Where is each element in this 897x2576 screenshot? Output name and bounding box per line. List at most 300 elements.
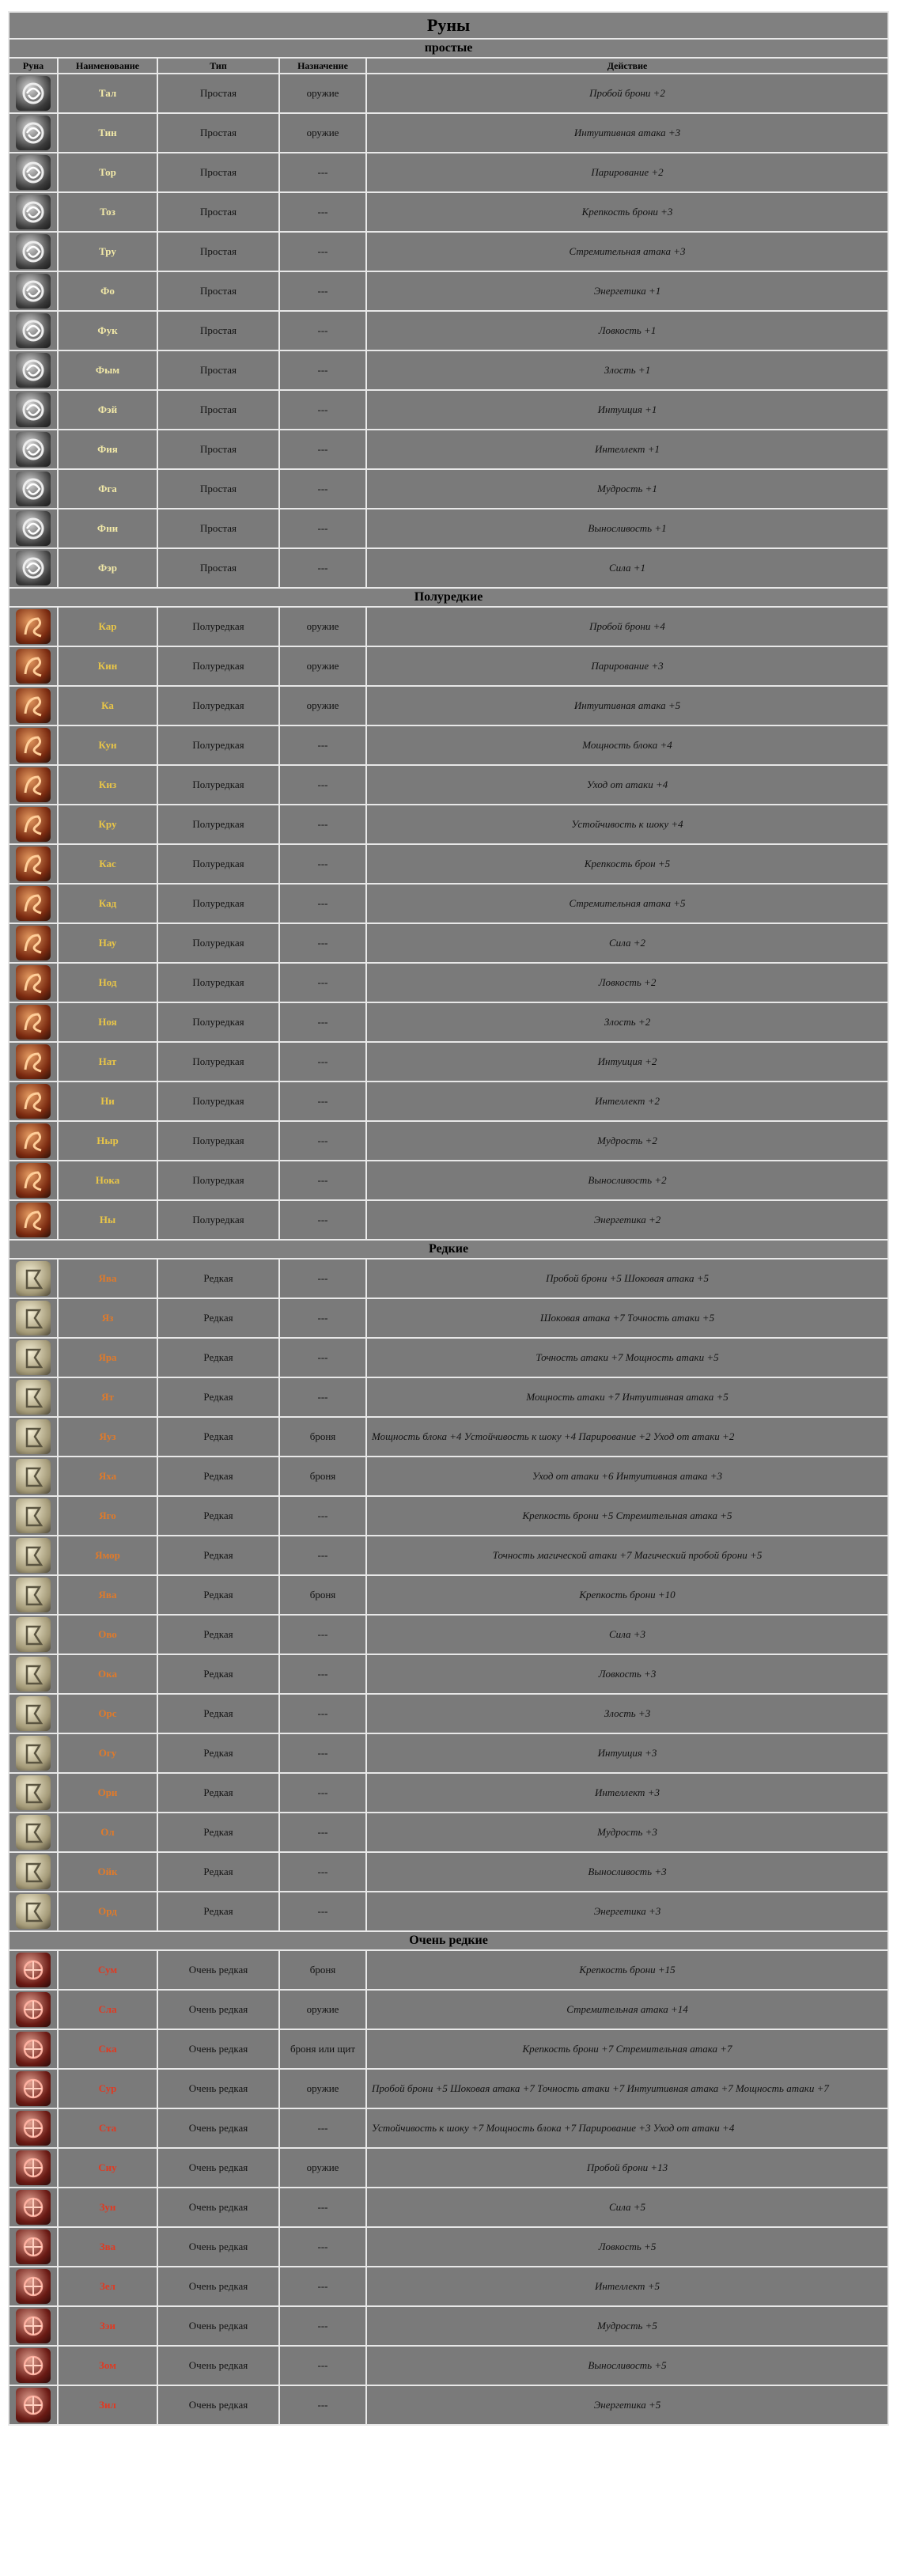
rune-purpose: --- xyxy=(279,2108,366,2148)
rune-cell xyxy=(9,74,58,113)
table-row xyxy=(9,113,888,153)
rune-icon xyxy=(16,1775,51,1810)
rune-cell xyxy=(9,1536,58,1575)
rune-icon xyxy=(16,1123,51,1158)
rune-type: Редкая xyxy=(157,1575,279,1615)
rune-cell xyxy=(9,2148,58,2188)
rune-type: Редкая xyxy=(157,1259,279,1298)
rune-purpose: --- xyxy=(279,2385,366,2425)
rune-cell xyxy=(9,1654,58,1694)
rune-icon xyxy=(16,2032,51,2066)
rune-purpose: оружие xyxy=(279,686,366,725)
rune-purpose: --- xyxy=(279,430,366,469)
rune-type: Редкая xyxy=(157,1536,279,1575)
rune-type: Очень редкая xyxy=(157,2148,279,2188)
rune-name: Сиу xyxy=(58,2148,157,2188)
table-row xyxy=(9,2108,888,2148)
table-row xyxy=(9,963,888,1002)
rune-purpose: --- xyxy=(279,2188,366,2227)
column-header-effect: Действие xyxy=(366,58,888,74)
rune-name: Ны xyxy=(58,1200,157,1240)
rune-cell xyxy=(9,2306,58,2346)
rune-purpose: --- xyxy=(279,2227,366,2267)
rune-purpose: --- xyxy=(279,232,366,271)
rune-name: Зом xyxy=(58,2346,157,2385)
table-row xyxy=(9,1892,888,1931)
rune-purpose: --- xyxy=(279,548,366,588)
rune-effect: Пробой брони +4 xyxy=(366,607,888,646)
rune-type: Полуредкая xyxy=(157,1002,279,1042)
rune-icon xyxy=(16,1084,51,1119)
rune-name: Яго xyxy=(58,1496,157,1536)
rune-name: Ямор xyxy=(58,1536,157,1575)
rune-name: Фэй xyxy=(58,390,157,430)
rune-effect: Сила +5 xyxy=(366,2188,888,2227)
rune-name: Яра xyxy=(58,1338,157,1377)
column-header-purpose: Назначение xyxy=(279,58,366,74)
section-title: Очень редкие xyxy=(9,1931,888,1950)
rune-purpose: --- xyxy=(279,1042,366,1082)
rune-purpose: --- xyxy=(279,884,366,923)
rune-type: Очень редкая xyxy=(157,2029,279,2069)
rune-icon xyxy=(16,965,51,1000)
table-row xyxy=(9,1733,888,1773)
rune-purpose: --- xyxy=(279,1338,366,1377)
table-row xyxy=(9,548,888,588)
rune-type: Очень редкая xyxy=(157,2306,279,2346)
rune-cell xyxy=(9,607,58,646)
rune-effect: Пробой брони +5 Шоковая атака +7 Точность атаки +7 Интуитивная атака +7 Мощность атаки +7 xyxy=(366,2069,888,2108)
table-row xyxy=(9,2029,888,2069)
rune-effect: Крепкость брони +3 xyxy=(366,192,888,232)
rune-cell xyxy=(9,805,58,844)
rune-cell xyxy=(9,1042,58,1082)
rune-type: Простая xyxy=(157,271,279,311)
rune-type: Очень редкая xyxy=(157,2385,279,2425)
section-row xyxy=(9,39,888,58)
rune-effect: Стремительная атака +14 xyxy=(366,1990,888,2029)
rune-name: Ока xyxy=(58,1654,157,1694)
rune-purpose: --- xyxy=(279,311,366,350)
rune-purpose: оружие xyxy=(279,113,366,153)
rune-cell xyxy=(9,113,58,153)
rune-icon xyxy=(16,609,51,644)
rune-effect: Мудрость +2 xyxy=(366,1121,888,1161)
rune-icon xyxy=(16,2190,51,2225)
header-row xyxy=(9,58,888,74)
rune-cell xyxy=(9,2069,58,2108)
rune-icon xyxy=(16,649,51,684)
rune-effect: Сила +2 xyxy=(366,923,888,963)
rune-icon xyxy=(16,1696,51,1731)
rune-purpose: оружие xyxy=(279,2148,366,2188)
table-row xyxy=(9,311,888,350)
rune-icon xyxy=(16,688,51,723)
rune-icon xyxy=(16,1044,51,1079)
table-row xyxy=(9,1773,888,1813)
rune-icon xyxy=(16,1538,51,1573)
rune-cell xyxy=(9,2108,58,2148)
table-row xyxy=(9,1852,888,1892)
rune-icon xyxy=(16,2269,51,2304)
rune-name: Тор xyxy=(58,153,157,192)
rune-cell xyxy=(9,844,58,884)
rune-cell xyxy=(9,1496,58,1536)
table-row xyxy=(9,390,888,430)
rune-name: Тин xyxy=(58,113,157,153)
rune-name: Яуз xyxy=(58,1417,157,1457)
rune-icon xyxy=(16,1854,51,1889)
rune-type: Очень редкая xyxy=(157,2227,279,2267)
rune-icon xyxy=(16,2348,51,2383)
rune-cell xyxy=(9,1990,58,2029)
rune-icon xyxy=(16,432,51,467)
rune-purpose: --- xyxy=(279,923,366,963)
rune-type: Простая xyxy=(157,192,279,232)
rune-name: Фо xyxy=(58,271,157,311)
rune-purpose: --- xyxy=(279,271,366,311)
rune-effect: Устойчивость к шоку +4 xyxy=(366,805,888,844)
column-header-type: Тип xyxy=(157,58,279,74)
table-row xyxy=(9,153,888,192)
rune-purpose: --- xyxy=(279,765,366,805)
rune-icon xyxy=(16,728,51,763)
rune-name: Фым xyxy=(58,350,157,390)
rune-type: Полуредкая xyxy=(157,1082,279,1121)
rune-effect: Парирование +2 xyxy=(366,153,888,192)
rune-cell xyxy=(9,725,58,765)
rune-purpose: --- xyxy=(279,192,366,232)
runes-table-body xyxy=(9,12,888,2425)
rune-purpose: --- xyxy=(279,1813,366,1852)
rune-cell xyxy=(9,1773,58,1813)
rune-type: Полуредкая xyxy=(157,686,279,725)
section-title: Полуредкие xyxy=(9,588,888,607)
rune-effect: Интуиция +1 xyxy=(366,390,888,430)
rune-name: Тоз xyxy=(58,192,157,232)
rune-cell xyxy=(9,2346,58,2385)
rune-effect: Мощность блока +4 Устойчивость к шоку +4 Парирование +2 Уход от атаки +2 xyxy=(366,1417,888,1457)
table-row xyxy=(9,646,888,686)
column-header-rune: Руна xyxy=(9,58,58,74)
rune-icon xyxy=(16,1261,51,1296)
rune-purpose: --- xyxy=(279,1892,366,1931)
rune-name: Кас xyxy=(58,844,157,884)
rune-icon xyxy=(16,313,51,348)
rune-type: Редкая xyxy=(157,1654,279,1694)
rune-icon xyxy=(16,1578,51,1612)
rune-effect: Мудрость +1 xyxy=(366,469,888,509)
table-row xyxy=(9,1615,888,1654)
rune-icon xyxy=(16,926,51,960)
rune-purpose: --- xyxy=(279,1733,366,1773)
table-row xyxy=(9,350,888,390)
rune-cell xyxy=(9,390,58,430)
rune-effect: Интеллект +2 xyxy=(366,1082,888,1121)
rune-purpose: --- xyxy=(279,1161,366,1200)
rune-icon xyxy=(16,2150,51,2185)
rune-type: Редкая xyxy=(157,1298,279,1338)
table-row xyxy=(9,1298,888,1338)
table-row xyxy=(9,607,888,646)
rune-name: Сла xyxy=(58,1990,157,2029)
rune-purpose: броня xyxy=(279,1575,366,1615)
rune-type: Простая xyxy=(157,390,279,430)
rune-effect: Злость +3 xyxy=(366,1694,888,1733)
rune-name: Тал xyxy=(58,74,157,113)
rune-purpose: --- xyxy=(279,469,366,509)
rune-purpose: --- xyxy=(279,350,366,390)
rune-icon xyxy=(16,1419,51,1454)
rune-name: Сур xyxy=(58,2069,157,2108)
rune-purpose: --- xyxy=(279,509,366,548)
runes-page xyxy=(8,11,888,2426)
rune-name: Киз xyxy=(58,765,157,805)
rune-name: Ят xyxy=(58,1377,157,1417)
table-row xyxy=(9,2385,888,2425)
rune-cell xyxy=(9,1457,58,1496)
rune-purpose: оружие xyxy=(279,1990,366,2029)
rune-purpose: --- xyxy=(279,1694,366,1733)
rune-purpose: оружие xyxy=(279,2069,366,2108)
rune-cell xyxy=(9,430,58,469)
rune-type: Простая xyxy=(157,74,279,113)
rune-name: Нау xyxy=(58,923,157,963)
rune-type: Простая xyxy=(157,548,279,588)
rune-name: Ныр xyxy=(58,1121,157,1161)
rune-effect: Шоковая атака +7 Точность атаки +5 xyxy=(366,1298,888,1338)
rune-type: Простая xyxy=(157,430,279,469)
rune-cell xyxy=(9,1950,58,1990)
rune-type: Полуредкая xyxy=(157,1200,279,1240)
table-row xyxy=(9,725,888,765)
rune-name: Фия xyxy=(58,430,157,469)
rune-purpose: броня xyxy=(279,1417,366,1457)
rune-cell xyxy=(9,350,58,390)
rune-purpose: --- xyxy=(279,390,366,430)
rune-icon xyxy=(16,1953,51,1987)
rune-effect: Стремительная атака +5 xyxy=(366,884,888,923)
rune-type: Редкая xyxy=(157,1496,279,1536)
table-row xyxy=(9,884,888,923)
rune-cell xyxy=(9,765,58,805)
rune-effect: Сила +1 xyxy=(366,548,888,588)
rune-effect: Злость +1 xyxy=(366,350,888,390)
table-row xyxy=(9,1161,888,1200)
rune-type: Редкая xyxy=(157,1892,279,1931)
rune-type: Редкая xyxy=(157,1852,279,1892)
section-row xyxy=(9,588,888,607)
table-row xyxy=(9,1536,888,1575)
rune-cell xyxy=(9,2188,58,2227)
rune-purpose: броня xyxy=(279,1950,366,1990)
rune-cell xyxy=(9,884,58,923)
rune-name: Ява xyxy=(58,1259,157,1298)
rune-purpose: --- xyxy=(279,1654,366,1694)
rune-effect: Крепкость брони +10 xyxy=(366,1575,888,1615)
rune-type: Редкая xyxy=(157,1813,279,1852)
rune-cell xyxy=(9,1002,58,1042)
rune-name: Ска xyxy=(58,2029,157,2069)
rune-effect: Ловкость +2 xyxy=(366,963,888,1002)
table-row xyxy=(9,271,888,311)
rune-cell xyxy=(9,1298,58,1338)
rune-type: Полуредкая xyxy=(157,1042,279,1082)
rune-name: Зил xyxy=(58,2385,157,2425)
rune-purpose: --- xyxy=(279,1200,366,1240)
rune-name: Фга xyxy=(58,469,157,509)
rune-purpose: --- xyxy=(279,725,366,765)
rune-type: Полуредкая xyxy=(157,923,279,963)
rune-type: Редкая xyxy=(157,1457,279,1496)
table-row xyxy=(9,1575,888,1615)
rune-name: Кун xyxy=(58,725,157,765)
table-row xyxy=(9,1457,888,1496)
rune-cell xyxy=(9,311,58,350)
rune-type: Очень редкая xyxy=(157,2069,279,2108)
rune-type: Редкая xyxy=(157,1773,279,1813)
table-row xyxy=(9,805,888,844)
rune-purpose: --- xyxy=(279,1259,366,1298)
rune-cell xyxy=(9,1200,58,1240)
rune-type: Очень редкая xyxy=(157,2346,279,2385)
rune-effect: Мощность атаки +7 Интуитивная атака +5 xyxy=(366,1377,888,1417)
rune-effect: Выносливость +3 xyxy=(366,1852,888,1892)
rune-effect: Ловкость +1 xyxy=(366,311,888,350)
rune-effect: Мощность блока +4 xyxy=(366,725,888,765)
rune-name: Зва xyxy=(58,2227,157,2267)
rune-cell xyxy=(9,232,58,271)
rune-purpose: --- xyxy=(279,1615,366,1654)
rune-type: Простая xyxy=(157,311,279,350)
rune-icon xyxy=(16,274,51,309)
table-row xyxy=(9,1121,888,1161)
rune-type: Простая xyxy=(157,113,279,153)
rune-name: Кар xyxy=(58,607,157,646)
table-row xyxy=(9,1496,888,1536)
rune-purpose: --- xyxy=(279,844,366,884)
rune-purpose: --- xyxy=(279,2346,366,2385)
rune-name: Фук xyxy=(58,311,157,350)
rune-icon xyxy=(16,1498,51,1533)
rune-effect: Устойчивость к шоку +7 Мощность блока +7 Парирование +3 Уход от атаки +4 xyxy=(366,2108,888,2148)
rune-purpose: --- xyxy=(279,1377,366,1417)
rune-effect: Точность магической атаки +7 Магический пробой брони +5 xyxy=(366,1536,888,1575)
rune-purpose: --- xyxy=(279,1298,366,1338)
section-title: Редкие xyxy=(9,1240,888,1259)
rune-cell xyxy=(9,963,58,1002)
rune-effect: Уход от атаки +4 xyxy=(366,765,888,805)
table-row xyxy=(9,2069,888,2108)
rune-icon xyxy=(16,886,51,921)
rune-icon xyxy=(16,472,51,506)
rune-type: Редкая xyxy=(157,1733,279,1773)
rune-name: Зел xyxy=(58,2267,157,2306)
rune-type: Простая xyxy=(157,232,279,271)
rune-effect: Пробой брони +5 Шоковая атака +5 xyxy=(366,1259,888,1298)
rune-effect: Выносливость +1 xyxy=(366,509,888,548)
rune-cell xyxy=(9,1852,58,1892)
rune-name: Ява xyxy=(58,1575,157,1615)
rune-icon xyxy=(16,2071,51,2106)
rune-effect: Интуитивная атака +5 xyxy=(366,686,888,725)
rune-cell xyxy=(9,2029,58,2069)
rune-name: Ста xyxy=(58,2108,157,2148)
rune-type: Полуредкая xyxy=(157,884,279,923)
rune-type: Полуредкая xyxy=(157,765,279,805)
table-row xyxy=(9,2267,888,2306)
table-row xyxy=(9,1200,888,1240)
rune-effect: Интеллект +5 xyxy=(366,2267,888,2306)
rune-name: Нат xyxy=(58,1042,157,1082)
rune-type: Очень редкая xyxy=(157,2188,279,2227)
rune-purpose: --- xyxy=(279,1496,366,1536)
rune-type: Полуредкая xyxy=(157,1161,279,1200)
rune-purpose: оружие xyxy=(279,607,366,646)
rune-cell xyxy=(9,1338,58,1377)
rune-type: Полуредкая xyxy=(157,646,279,686)
rune-icon xyxy=(16,1301,51,1335)
rune-effect: Интуитивная атака +3 xyxy=(366,113,888,153)
table-row xyxy=(9,2346,888,2385)
rune-type: Редкая xyxy=(157,1338,279,1377)
rune-type: Полуредкая xyxy=(157,1121,279,1161)
rune-type: Простая xyxy=(157,153,279,192)
rune-effect: Пробой брони +13 xyxy=(366,2148,888,2188)
rune-effect: Пробой брони +2 xyxy=(366,74,888,113)
rune-cell xyxy=(9,469,58,509)
rune-name: Орд xyxy=(58,1892,157,1931)
rune-icon xyxy=(16,195,51,229)
rune-name: Огу xyxy=(58,1733,157,1773)
rune-type: Очень редкая xyxy=(157,2267,279,2306)
rune-cell xyxy=(9,1813,58,1852)
rune-purpose: --- xyxy=(279,963,366,1002)
rune-type: Редкая xyxy=(157,1615,279,1654)
table-row xyxy=(9,844,888,884)
table-row xyxy=(9,1259,888,1298)
rune-purpose: броня или щит xyxy=(279,2029,366,2069)
rune-effect: Мудрость +3 xyxy=(366,1813,888,1852)
rune-effect: Крепкость брони +15 xyxy=(366,1950,888,1990)
rune-cell xyxy=(9,192,58,232)
rune-purpose: --- xyxy=(279,153,366,192)
rune-name: Кин xyxy=(58,646,157,686)
rune-cell xyxy=(9,1575,58,1615)
rune-name: Ори xyxy=(58,1773,157,1813)
table-row xyxy=(9,509,888,548)
rune-purpose: --- xyxy=(279,1002,366,1042)
rune-effect: Точность атаки +7 Мощность атаки +5 xyxy=(366,1338,888,1377)
table-row xyxy=(9,1694,888,1733)
rune-icon xyxy=(16,767,51,802)
rune-cell xyxy=(9,548,58,588)
table-row xyxy=(9,1042,888,1082)
rune-effect: Интуиция +3 xyxy=(366,1733,888,1773)
rune-icon xyxy=(16,392,51,427)
rune-purpose: оружие xyxy=(279,74,366,113)
rune-effect: Интеллект +3 xyxy=(366,1773,888,1813)
rune-type: Очень редкая xyxy=(157,2108,279,2148)
rune-purpose: --- xyxy=(279,1536,366,1575)
table-row xyxy=(9,923,888,963)
rune-type: Полуредкая xyxy=(157,805,279,844)
section-row xyxy=(9,1240,888,1259)
rune-name: Яз xyxy=(58,1298,157,1338)
rune-icon xyxy=(16,353,51,388)
rune-icon xyxy=(16,234,51,269)
rune-name: Нод xyxy=(58,963,157,1002)
